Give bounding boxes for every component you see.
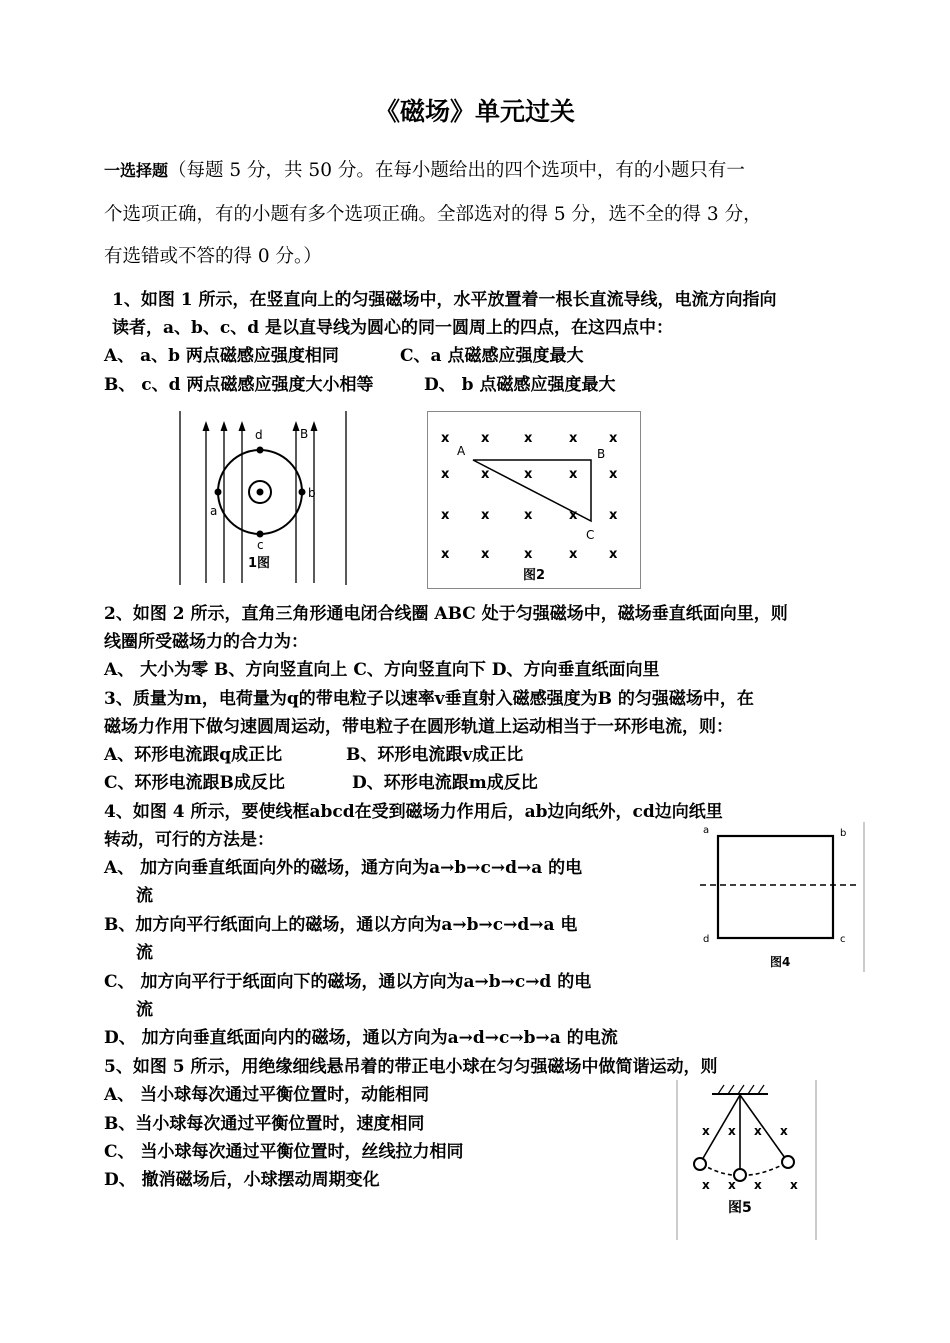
fig2-field-mark: x	[524, 547, 533, 562]
fig2-field-mark: x	[441, 431, 450, 446]
fig4-label-d: d	[703, 934, 710, 945]
fig2-field-mark: x	[569, 431, 578, 446]
q1-option-a: A、 a、b 两点磁感应强度相同	[104, 346, 339, 366]
fig2-field-mark: x	[609, 467, 618, 482]
fig2-label-B: B	[597, 447, 606, 461]
q5-stem: 5、如图 5 所示，用绝缘细线悬吊着的带正电小球在匀匀强磁场中做简谐运动，则	[104, 1057, 718, 1077]
q3-option-d: D、环形电流跟m成反比	[352, 773, 538, 793]
fig5-caption: 图5	[728, 1200, 752, 1216]
fig2-field-mark: x	[524, 467, 533, 482]
fig2-field-mark: x	[524, 431, 533, 446]
fig5-field-mark: x	[790, 1178, 798, 1192]
section-note-text1: （每题 5 分，共 50 分。在每小题给出的四个选项中，有的小题只有一	[168, 160, 745, 181]
q1-option-b: B、 c、d 两点磁感应强度大小相等	[104, 375, 374, 395]
q4-option-c-line1: C、 加方向平行于纸面向下的磁场，通以方向为a→b→c→d 的电	[104, 972, 592, 992]
fig2-field-mark: x	[569, 467, 578, 482]
q4-option-b-line1: B、加方向平行纸面向上的磁场，通以方向为a→b→c→d→a 电	[104, 915, 578, 935]
fig2-field-mark: x	[609, 547, 618, 562]
q2-stem-line1: 2、如图 2 所示，直角三角形通电闭合线圈 ABC 处于匀强磁场中，磁场垂直纸面向里，则	[104, 604, 788, 624]
q5-option-c: C、 当小球每次通过平衡位置时，丝线拉力相同	[104, 1142, 464, 1162]
q1-stem-line1: 1、如图 1 所示，在竖直向上的匀强磁场中，水平放置着一根长直流导线，电流方向指向	[112, 290, 777, 310]
fig2-field-mark: x	[609, 431, 618, 446]
fig2-field-mark: x	[524, 508, 533, 523]
fig4-label-a: a	[703, 825, 710, 836]
fig5-field-mark: x	[702, 1124, 710, 1138]
q1-stem-line2: 读者，a、b、c、d 是以直导线为圆心的同一圆周上的四点，在这四点中：	[112, 318, 674, 338]
q3-stem-line1: 3、质量为m，电荷量为q的带电粒子以速率v垂直射入磁感强度为B 的匀强磁场中，在	[104, 689, 754, 709]
q4-stem-line1: 4、如图 4 所示，要使线框abcd在受到磁场力作用后，ab边向纸外，cd边向纸里	[104, 802, 723, 822]
q3-option-a: A、环形电流跟q成正比	[104, 745, 283, 765]
fig2-field-mark: x	[569, 508, 578, 523]
q3-option-b: B、环形电流跟v成正比	[346, 745, 524, 765]
fig2-field-mark: x	[441, 547, 450, 562]
q5-option-a: A、 当小球每次通过平衡位置时，动能相同	[104, 1085, 430, 1105]
fig2-field-mark: x	[481, 467, 490, 482]
q5-option-b: B、当小球每次通过平衡位置时，速度相同	[104, 1114, 425, 1134]
q4-option-b-line2: 流	[136, 943, 153, 963]
fig2-field-mark: x	[441, 508, 450, 523]
q2-stem-line2: 线圈所受磁场力的合力为：	[104, 632, 308, 652]
fig5-field-mark: x	[728, 1178, 736, 1192]
section-note-line1	[104, 152, 745, 190]
fig5-field-mark: x	[754, 1178, 762, 1192]
q4-option-a-line1: A、 加方向垂直纸面向外的磁场，通方向为a→b→c→d→a 的电	[104, 858, 583, 878]
fig5-field-mark: x	[702, 1178, 710, 1192]
q1-option-d: D、 b 点磁感应强度最大	[424, 375, 616, 395]
fig4-label-c: c	[840, 934, 846, 945]
fig4-label-b: b	[840, 828, 847, 839]
fig2-field-mark: x	[481, 431, 490, 446]
q3-stem-line2: 磁场力作用下做匀速圆周运动，带电粒子在圆形轨道上运动相当于一环形电流，则：	[104, 717, 733, 737]
q3-option-c: C、环形电流跟B成反比	[104, 773, 285, 793]
fig2-field-mark: x	[441, 467, 450, 482]
section-heading: 一选择题	[104, 161, 169, 180]
fig4-caption: 图4	[770, 955, 791, 969]
fig1-label-d: d	[255, 428, 263, 442]
fig2-field-mark: x	[481, 508, 490, 523]
q2-options: A、 大小为零 B、方向竖直向上 C、方向竖直向下 D、方向垂直纸面向里	[104, 660, 660, 680]
q4-option-c-line2: 流	[136, 1000, 153, 1020]
fig2-caption: 图2	[523, 568, 546, 583]
fig1-label-b: b	[308, 486, 316, 500]
section-note-line3: 有选错或不答的得 0 分。）	[104, 246, 322, 267]
fig1-label-a: a	[210, 504, 218, 518]
figure-2	[427, 411, 641, 589]
fig1-label-B: B	[300, 427, 309, 441]
fig2-field-mark: x	[569, 547, 578, 562]
fig2-label-C: C	[586, 528, 595, 542]
page-title: 《磁场》单元过关	[374, 97, 575, 126]
figure-4	[698, 822, 866, 972]
fig1-caption: 1图	[248, 556, 271, 571]
fig2-field-mark: x	[481, 547, 490, 562]
fig2-label-A: A	[457, 444, 466, 458]
figure-5	[676, 1080, 818, 1240]
figure-1	[178, 411, 348, 585]
q5-option-d: D、 撤消磁场后，小球摆动周期变化	[104, 1170, 380, 1190]
fig5-field-mark: x	[728, 1124, 736, 1138]
fig2-field-mark: x	[609, 508, 618, 523]
q1-option-c: C、a 点磁感应强度最大	[400, 346, 584, 366]
q4-stem-line2: 转动，可行的方法是：	[104, 830, 274, 850]
q4-option-d: D、 加方向垂直纸面向内的磁场，通以方向为a→d→c→b→a 的电流	[104, 1028, 618, 1048]
fig1-label-c: c	[257, 538, 264, 552]
q4-option-a-line2: 流	[136, 886, 153, 906]
fig5-field-mark: x	[754, 1124, 762, 1138]
fig5-field-mark: x	[780, 1124, 788, 1138]
section-note-line2: 个选项正确，有的小题有多个选项正确。全部选对的得 5 分，选不全的得 3 分，	[104, 204, 762, 225]
